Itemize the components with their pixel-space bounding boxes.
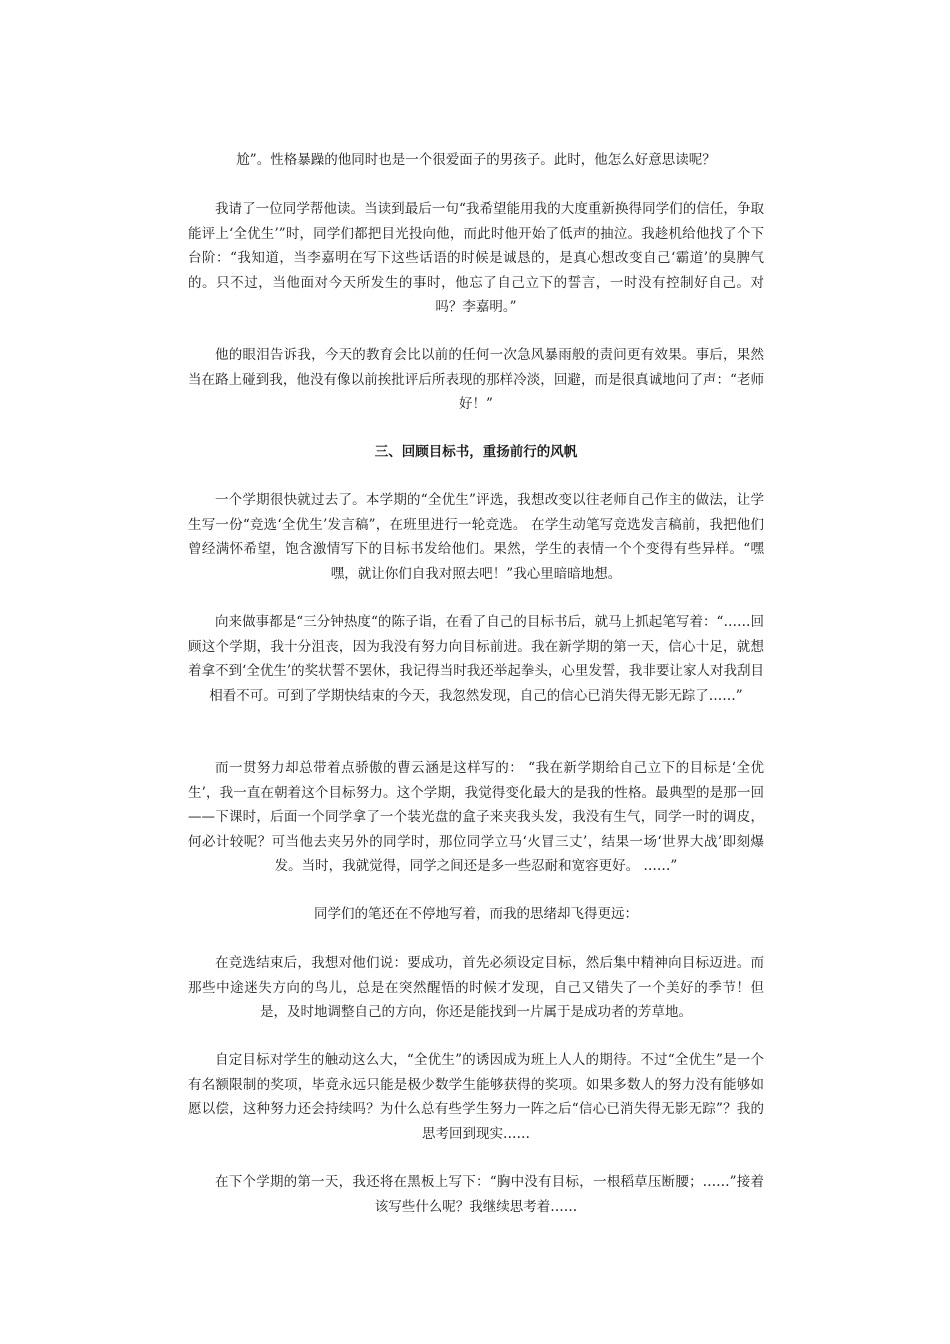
paragraph-1: 尬”。性格暴躁的他同时也是一个很爱面子的男孩子。此时，他怎么好意思读呢？ (236, 152, 716, 168)
section-heading: 三、回顾目标书，重扬前行的风帆 (374, 444, 578, 460)
paragraph-7: 同学们的笔还在不停地写着，而我的思绪却飞得更远： (314, 906, 638, 922)
paragraph-5: 向来做事都是“三分钟热度“的陈子诣，在看了自己的目标书后，就马上抓起笔写着：“……回顾这个学期，我十分沮丧，因为我没有努力向目标前进。我在新学期的第一天，信心十足，就想着拿不到‘全优生’的奖状誓不罢休，我记得当时我还举起拳头，心里发誓，我非要让家人对我刮目相看不可。可到了学期快结束的今天，我忽然发现，自己的信心已消失得无影无踪了……” (188, 614, 764, 704)
paragraph-6: 而一贯努力却总带着点骄傲的曹云涵是这样写的： “我在新学期给自己立下的目标是‘全优生’，我一直在朝着这个目标努力。这个学期，我觉得变化最大的是我的性格。最典型的是那一回——下课时，后面一个同学拿了一个装光盘的盒子来夹我头发，我没有生气，同学一时的调皮，何必计较呢？可当他去夹另外的同学时，那位同学立马‘火冒三丈’，结果一场‘世界大战’即刻爆发。当时，我就觉得，同学之间还是多一些忍耐和宽容更好。 ……” (188, 760, 764, 874)
paragraph-3: 他的眼泪告诉我，今天的教育会比以前的任何一次急风暴雨般的责问更有效果。事后，果然当在路上碰到我，他没有像以前挨批评后所表现的那样冷淡，回避，而是很真诚地问了声：“老师好！” (188, 347, 764, 412)
paragraph-9: 自定目标对学生的触动这么大，“全优生”的诱因成为班上人人的期待。不过“全优生”是一个有名额限制的奖项，毕竟永远只能是极少数学生能够获得的奖项。如果多数人的努力没有能够如愿以偿，这种努力还会持续吗？为什么总有些学生努力一阵之后“信心已消失得无影无踪”？我的思考回到现实…… (188, 1052, 764, 1142)
paragraph-8: 在竞选结束后，我想对他们说：要成功，首先必须设定目标，然后集中精神向目标迈进。而那些中途迷失方向的鸟儿，总是在突然醒悟的时候才发现，自己又错失了一个美好的季节！但是，及时地调整自己的方向，你还是能找到一片属于是成功者的芳草地。 (188, 955, 764, 1020)
paragraph-4: 一个学期很快就过去了。本学期的“全优生”评选，我想改变以往老师自己作主的做法，让学生写一份“竞选‘全优生’发言稿”，在班里进行一轮竞选。 在学生动笔写竞选发言稿前，我把他们曾经满怀希望，饱含激情写下的目标书发给他们。果然，学生的表情一个个变得有些异样。“嘿嘿，就让你们自我对照去吧！”我心里暗暗地想。 (188, 492, 764, 582)
paragraph-10: 在下个学期的第一天，我还将在黑板上写下：“胸中没有目标，一根稻草压断腰；……”接着该写些什么呢？我继续思考着…… (215, 1174, 764, 1215)
paragraph-2: 我请了一位同学帮他读。当读到最后一句“我希望能用我的大度重新换得同学们的信任，争取能评上‘全优生’”时，同学们都把目光投向他，而此时他开始了低声的抽泣。我趁机给他找了个下台阶：“我知道，当李嘉明在写下这些话语的时候是诚恳的，是真心想改变自己‘霸道’的臭脾气的。只不过，当他面对今天所发生的事时，他忘了自己立下的誓言，一时没有控制好自己。对吗？李嘉明。” (188, 201, 764, 315)
